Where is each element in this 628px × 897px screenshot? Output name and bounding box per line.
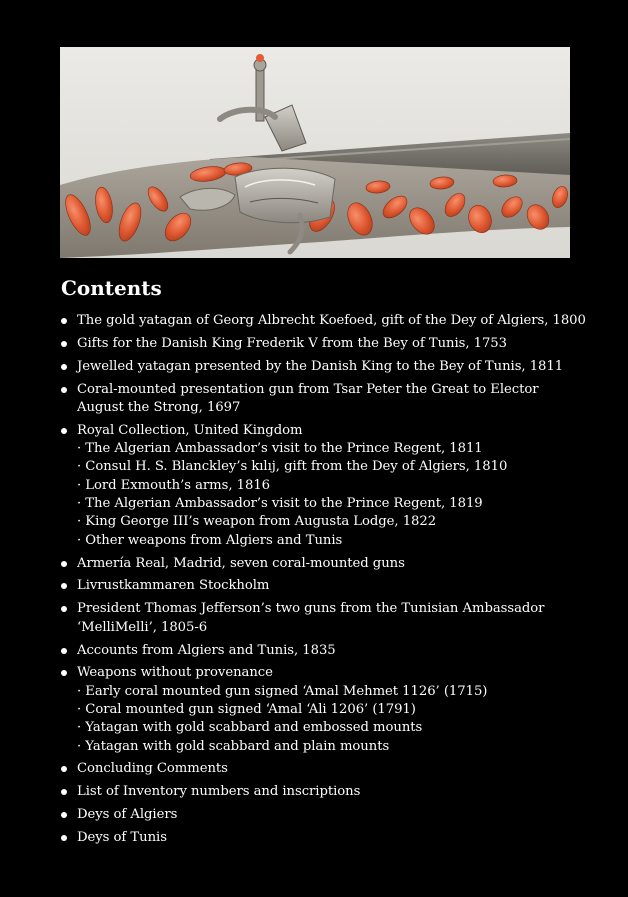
contents-item-subline: · Coral mounted gun signed ‘Amal ‘Ali 1206’ (1791) — [77, 701, 416, 717]
contents-item — [61, 829, 601, 847]
contents-heading: Contents — [61, 276, 162, 300]
bullet-icon — [61, 835, 67, 841]
contents-item-title: Coral-mounted presentation gun from Tsar Peter the Great to Elector — [77, 381, 539, 397]
contents-item — [61, 335, 601, 353]
contents-item-title: Deys of Tunis — [77, 830, 167, 846]
hero-image — [60, 47, 570, 258]
bullet-icon — [61, 341, 67, 347]
contents-item — [61, 760, 601, 778]
contents-item-subline: · Consul H. S. Blanckley’s kılıj, gift from the Dey of Algiers, 1810 — [77, 459, 508, 475]
coral-gun-illustration — [60, 47, 570, 258]
contents-item — [61, 555, 601, 573]
contents-item — [61, 642, 601, 660]
bullet-icon — [61, 670, 67, 676]
contents-item-subline: · Early coral mounted gun signed ‘Amal Mehmet 1126’ (1715) — [77, 683, 488, 699]
bullet-icon — [61, 364, 67, 370]
contents-item-subline: · Lord Exmouth’s arms, 1816 — [77, 477, 270, 493]
contents-item-title: Concluding Comments — [77, 761, 228, 777]
contents-item-title: Accounts from Algiers and Tunis, 1835 — [77, 642, 336, 658]
contents-item — [61, 312, 601, 330]
contents-item — [61, 358, 601, 376]
contents-item — [61, 381, 601, 418]
contents-item-subline: ‘MelliMelli’, 1805-6 — [77, 619, 208, 635]
contents-item-title: List of Inventory numbers and inscriptions — [77, 784, 361, 800]
bullet-icon — [61, 583, 67, 589]
bullet-icon — [61, 766, 67, 772]
contents-item-subline: · Other weapons from Algiers and Tunis — [77, 532, 343, 548]
bullet-icon — [61, 606, 67, 612]
bullet-icon — [61, 789, 67, 795]
contents-item-title: Livrustkammaren Stockholm — [77, 578, 270, 594]
bullet-icon — [61, 561, 67, 567]
bullet-icon — [61, 318, 67, 324]
bullet-icon — [61, 812, 67, 818]
contents-item-subline: · Yatagan with gold scabbard and plain mounts — [77, 738, 390, 754]
contents-item-subline: · Yatagan with gold scabbard and embossed mounts — [77, 720, 423, 736]
contents-item-title: The gold yatagan of Georg Albrecht Koefoed, gift of the Dey of Algiers, 1800 — [77, 313, 586, 328]
bullet-icon — [61, 387, 67, 393]
contents-item-title: Weapons without provenance — [77, 665, 273, 681]
contents-item-title: Deys of Algiers — [77, 807, 178, 823]
contents-item — [61, 806, 601, 824]
contents-item-title: President Thomas Jefferson’s two guns from the Tunisian Ambassador — [77, 601, 545, 617]
contents-item — [61, 577, 601, 595]
contents-item — [61, 422, 601, 550]
contents-item-title: Jewelled yatagan presented by the Danish King to the Bey of Tunis, 1811 — [77, 358, 564, 374]
contents-list — [61, 312, 601, 852]
contents-item — [61, 664, 601, 755]
bullet-icon — [61, 428, 67, 434]
contents-item-subline: · The Algerian Ambassador’s visit to the Prince Regent, 1811 — [77, 441, 483, 457]
bullet-icon — [61, 648, 67, 654]
contents-item-title: Royal Collection, United Kingdom — [77, 422, 303, 438]
contents-item-title: Armería Real, Madrid, seven coral-mounted guns — [77, 555, 405, 571]
contents-item-subline: August the Strong, 1697 — [77, 399, 241, 415]
contents-item — [61, 783, 601, 801]
contents-item — [61, 600, 601, 637]
contents-item-subline: · The Algerian Ambassador’s visit to the Prince Regent, 1819 — [77, 496, 483, 512]
contents-item-title: Gifts for the Danish King Frederik V from the Bey of Tunis, 1753 — [77, 335, 507, 351]
contents-item-subline: · King George III’s weapon from Augusta Lodge, 1822 — [77, 514, 437, 530]
